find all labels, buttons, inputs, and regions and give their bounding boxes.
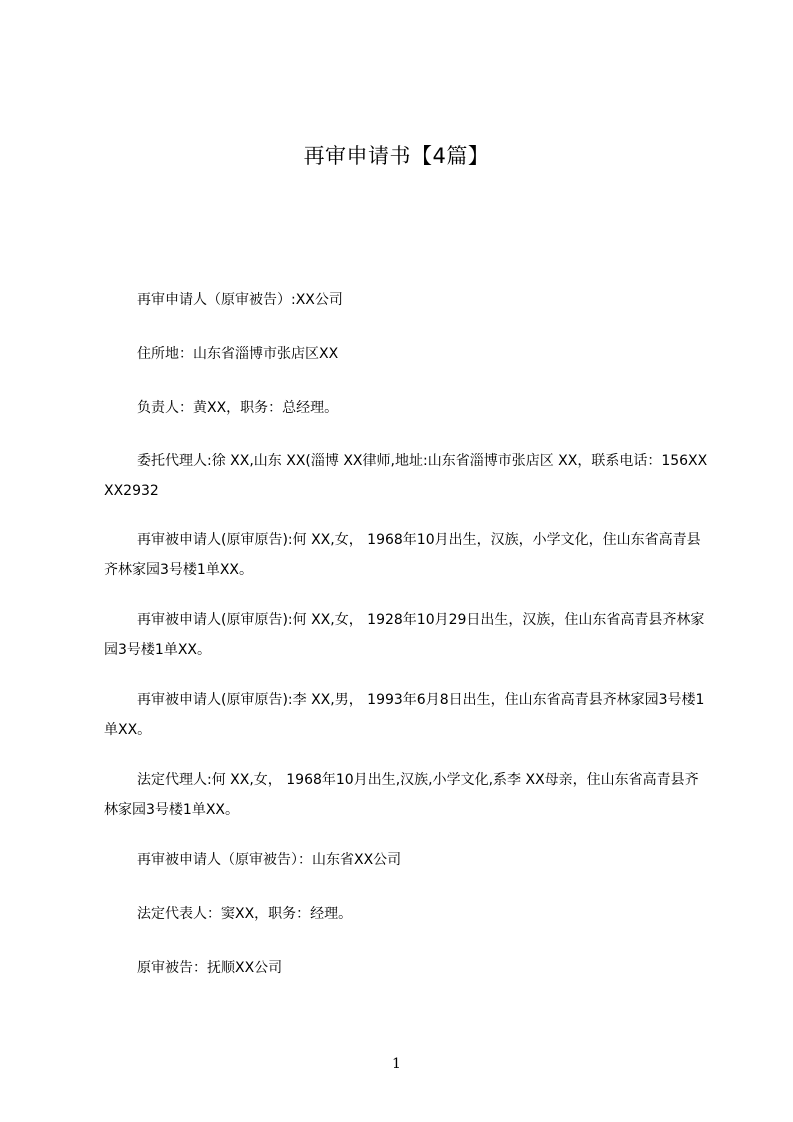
paragraph-respondent-1: 再审被申请人(原审原告):何 XX,女， 1968年10月出生，汉族，小学文化，住山东省高青县齐林家园3号楼1单XX。: [104, 532, 701, 578]
page-number: 1: [392, 1056, 401, 1072]
paragraph-respondent-company: 再审被申请人（原审被告）：山东省XX公司: [137, 852, 402, 868]
paragraph-address: 住所地：山东省淄博市张店区XX: [137, 346, 339, 362]
paragraph-agent: 委托代理人:徐 XX,山东 XX(淄博 XX律师,地址:山东省淄博市张店区 XX，联系电话：156XXXX2932: [104, 453, 708, 499]
document-title: 再审申请书【4篇】: [303, 144, 490, 168]
paragraph-respondent-2: 再审被申请人(原审原告):何 XX,女， 1928年10月29日出生，汉族，住山东省高青县齐林家园3号楼1单XX。: [104, 612, 705, 658]
paragraph-legal-representative: 法定代表人：窦XX，职务：经理。: [137, 906, 353, 922]
paragraph-original-defendant: 原审被告：抚顺XX公司: [137, 960, 283, 976]
paragraph-respondent-3: 再审被申请人(原审原告):李 XX,男， 1993年6月8日出生，住山东省高青县齐林家园3号楼1单XX。: [104, 692, 705, 738]
paragraph-legal-agent: 法定代理人:何 XX,女， 1968年10月出生,汉族,小学文化,系李 XX母亲，住山东省高青县齐林家园3号楼1单XX。: [104, 772, 699, 818]
paragraph-applicant: 再审申请人（原审被告）:XX公司: [137, 292, 343, 308]
paragraph-responsible-person: 负责人：黄XX，职务：总经理。: [137, 400, 339, 416]
